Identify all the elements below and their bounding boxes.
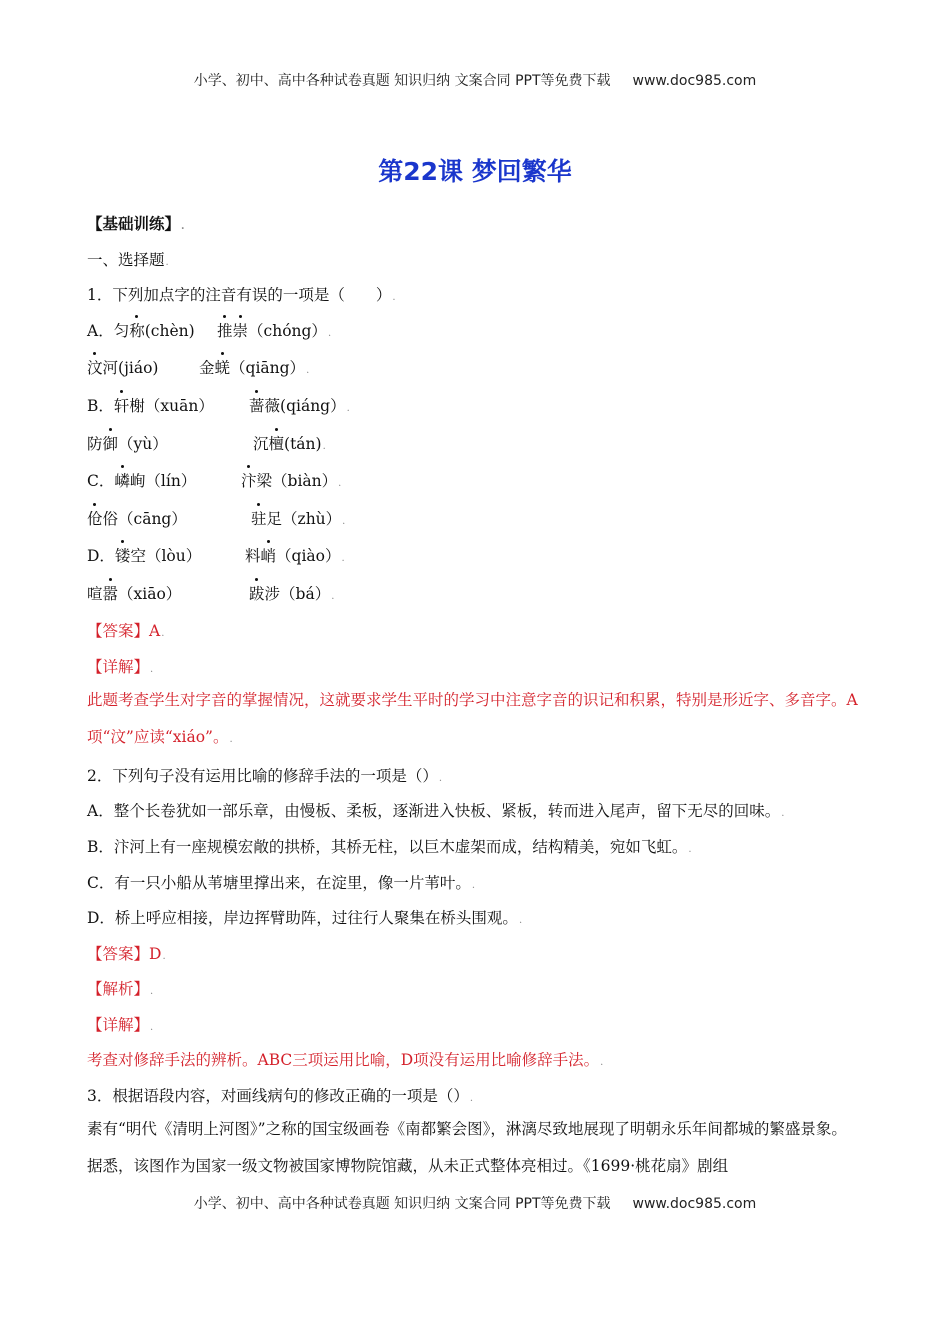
q2-option-b: B．汴河上有一座规模宏敞的拱桥，其桥无柱，以巨木虚架而成，结构精美，宛如飞虹。. bbox=[87, 838, 692, 856]
header-text: 小学、初中、高中各种试卷真题 知识归纳 文案合同 PPT等免费下载 bbox=[193, 73, 611, 89]
q1-answer: 【答案】A. bbox=[87, 622, 165, 640]
q2-analysis-label: 【解析】. bbox=[87, 980, 154, 998]
q2-answer: 【答案】D. bbox=[87, 945, 166, 963]
q1-explanation: 此题考查学生对字音的掌握情况，这就要求学生平时的学习中注意字音的识记和积累，特别是形近字、多音字。A项“汶”应读“xiáo”。. bbox=[87, 691, 858, 746]
q1-option-a-row2: 汶河(jiáo) 金蜣（qiāng）. bbox=[87, 359, 310, 377]
page-title: 第22课 梦回繁华 bbox=[378, 157, 572, 186]
q1-option-c-row2: 伧俗（cāng） 驻足（zhù）. bbox=[87, 510, 346, 528]
page-header-top bbox=[0, 70, 950, 90]
q1-option-d-row2: 喧嚣（xiāo） 跋涉（bá）. bbox=[87, 585, 335, 603]
footer-site-link[interactable]: www.doc985.com bbox=[632, 1196, 757, 1212]
part-heading: 一、选择题. bbox=[87, 251, 169, 269]
q2-option-c: C．有一只小船从苇塘里撑出来，在淀里，像一片苇叶。. bbox=[87, 874, 476, 892]
page-header-bottom bbox=[0, 1193, 950, 1213]
q2-stem: 2．下列句子没有运用比喻的修辞手法的一项是（）. bbox=[87, 767, 443, 785]
q1-detail-label: 【详解】. bbox=[87, 658, 154, 676]
q3-passage: 素有“明代《清明上河图》”之称的国宝级画卷《南都繁会图》，淋漓尽致地展现了明朝永乐年间都城的繁盛景象。据悉，该图作为国家一级文物被国家博物院馆藏，从未正式整体亮相过。《1699·桃花扇》剧组 bbox=[87, 1120, 847, 1175]
q2-option-a: A．整个长卷犹如一部乐章，由慢板、柔板，逐渐进入快板、紧板，转而进入尾声，留下无尽的回味。. bbox=[87, 802, 785, 820]
q1-option-a-row1: A．匀称(chèn) 推崇（chóng）. bbox=[87, 322, 332, 340]
q1-option-b-row2: 防御（yù） 沉檀(tán). bbox=[87, 435, 326, 453]
q1-option-c-row1: C．嶙峋（lín） 汴梁（biàn）. bbox=[87, 472, 342, 490]
q3-stem: 3．根据语段内容，对画线病句的修改正确的一项是（）. bbox=[87, 1087, 474, 1105]
q1-option-b-row1: B．轩榭（xuān） 蔷薇(qiáng）. bbox=[87, 397, 350, 415]
header-site-link[interactable]: www.doc985.com bbox=[632, 73, 757, 89]
q2-explanation: 考查对修辞手法的辨析。ABC三项运用比喻，D项没有运用比喻修辞手法。. bbox=[87, 1051, 604, 1069]
section-heading: 【基础训练】. bbox=[87, 214, 185, 233]
q1-option-d-row1: D．镂空（lòu） 料峭（qiào）. bbox=[87, 547, 345, 565]
q2-option-d: D．桥上呼应相接，岸边挥臂助阵，过往行人聚集在桥头围观。. bbox=[87, 909, 523, 927]
q1-stem: 1．下列加点字的注音有误的一项是（ ）. bbox=[87, 286, 396, 304]
footer-text: 小学、初中、高中各种试卷真题 知识归纳 文案合同 PPT等免费下载 bbox=[193, 1196, 611, 1212]
q2-detail-label: 【详解】. bbox=[87, 1016, 154, 1034]
